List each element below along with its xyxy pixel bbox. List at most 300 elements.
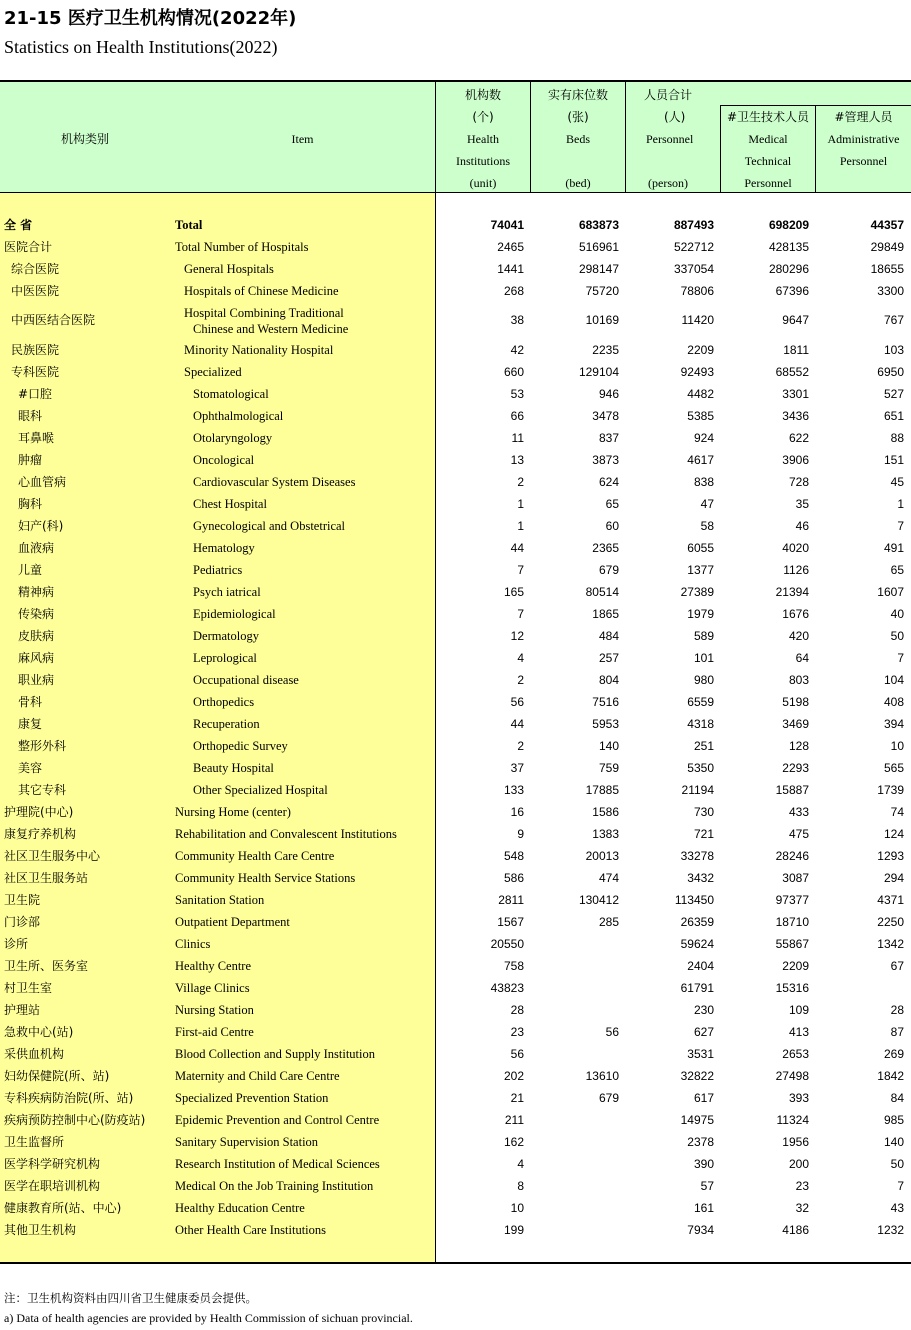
table-row (0, 581, 911, 603)
row-value: 44 (510, 541, 524, 555)
row-value: 1 (517, 497, 524, 511)
row-value: 74041 (490, 218, 524, 232)
row-value: 60 (605, 519, 619, 533)
row-value: 4482 (687, 387, 714, 401)
row-value: 924 (693, 431, 714, 445)
row-item-en: Rehabilitation and Convalescent Institutions (175, 827, 397, 841)
row-value: 43823 (490, 981, 524, 995)
table-row (0, 1219, 911, 1241)
row-item-en: Psych iatrical (193, 585, 261, 599)
row-value: 679 (598, 563, 619, 577)
table-row (0, 713, 911, 735)
header-item-en: Item (291, 132, 314, 146)
row-value: 1607 (877, 585, 904, 599)
row-value: 4186 (782, 1223, 809, 1237)
row-value: 803 (788, 673, 809, 687)
row-value: 33278 (680, 849, 714, 863)
table-row (0, 691, 911, 713)
row-item-en: Occupational disease (193, 673, 299, 687)
row-item-en: Specialized Prevention Station (175, 1091, 329, 1105)
table-row (0, 280, 911, 302)
row-value: 624 (598, 475, 619, 489)
row-value: 6950 (877, 365, 904, 379)
table-row (0, 845, 911, 867)
row-value: 2 (517, 475, 524, 489)
row-value: 5385 (687, 409, 714, 423)
row-item-en: Chest Hospital (193, 497, 267, 511)
row-value: 80514 (585, 585, 619, 599)
row-value: 1 (517, 519, 524, 533)
row-value: 980 (693, 673, 714, 687)
row-value: 1979 (687, 607, 714, 621)
row-value: 18655 (870, 262, 904, 276)
row-value: 5953 (592, 717, 619, 731)
row-value: 728 (788, 475, 809, 489)
row-category-cn: 专科医院 (11, 365, 60, 379)
row-value: 2378 (687, 1135, 714, 1149)
row-value: 38 (510, 313, 524, 327)
table-row (0, 515, 911, 537)
table-row (0, 339, 911, 361)
row-value: 698209 (768, 218, 809, 232)
table-row (0, 1087, 911, 1109)
row-item-en: Dermatology (193, 629, 259, 643)
row-category-cn: 护理院(中心) (4, 805, 74, 819)
row-value: 42 (510, 343, 524, 357)
row-item-en: Blood Collection and Supply Institution (175, 1047, 375, 1061)
row-value: 3478 (592, 409, 619, 423)
row-value: 10 (510, 1201, 524, 1215)
row-item-en: Total Number of Hospitals (175, 240, 309, 254)
row-value: 88 (890, 431, 904, 445)
row-value: 3906 (782, 453, 809, 467)
row-category-cn: 中西医结合医院 (11, 313, 96, 327)
row-value: 4617 (687, 453, 714, 467)
row-value: 622 (788, 431, 809, 445)
row-value: 11 (511, 431, 524, 445)
row-item-en: Hospital Combining Traditional Chinese and Western Medicine (184, 306, 349, 336)
note-cn: 注：卫生机构资料由四川省卫生健康委员会提供。 (4, 1291, 257, 1305)
row-value: 651 (883, 409, 904, 423)
row-value: 3436 (782, 409, 809, 423)
row-category-cn: 麻风病 (18, 651, 55, 665)
row-value: 589 (693, 629, 714, 643)
row-value: 390 (693, 1157, 714, 1171)
table-row (0, 236, 911, 258)
row-category-cn: 卫生所、医务室 (4, 959, 89, 973)
table-row (0, 383, 911, 405)
row-category-cn: 骨科 (18, 695, 43, 709)
row-value: 1126 (783, 563, 809, 577)
row-value: 32 (795, 1201, 809, 1215)
row-value: 50 (890, 629, 904, 643)
row-value: 5350 (687, 761, 714, 775)
row-value: 617 (693, 1091, 714, 1105)
row-item-en: Specialized (184, 365, 242, 379)
row-item-en: Nursing Station (175, 1003, 254, 1017)
row-value: 1232 (877, 1223, 904, 1237)
row-value: 548 (503, 849, 524, 863)
row-category-cn: 医学在职培训机构 (4, 1179, 101, 1193)
row-value: 758 (503, 959, 524, 973)
row-category-cn: 血液病 (18, 541, 55, 555)
row-item-en: Medical On the Job Training Institution (175, 1179, 374, 1193)
header-personnel: 人员合计 (人) Personnel (person) (644, 88, 694, 190)
table-row (0, 647, 911, 669)
row-value: 759 (598, 761, 619, 775)
row-value: 103 (883, 343, 904, 357)
row-value: 268 (503, 284, 524, 298)
row-category-cn: 儿童 (18, 563, 43, 577)
table-row (0, 911, 911, 933)
row-value: 475 (788, 827, 809, 841)
row-category-cn: 传染病 (18, 607, 55, 621)
row-item-en: Other Health Care Institutions (175, 1223, 327, 1237)
row-value: 7 (897, 651, 904, 665)
row-category-cn: 其他卫生机构 (4, 1223, 77, 1237)
row-value: 2250 (877, 915, 904, 929)
row-category-cn: 整形外科 (18, 739, 67, 753)
row-value: 11324 (776, 1113, 809, 1127)
row-value: 12 (510, 629, 524, 643)
row-value: 257 (598, 651, 619, 665)
row-value: 130412 (578, 893, 619, 907)
table-row (0, 933, 911, 955)
row-item-en: Gynecological and Obstetrical (193, 519, 346, 533)
row-value: 40 (890, 607, 904, 621)
table-row (0, 757, 911, 779)
row-value: 1441 (497, 262, 524, 276)
row-value: 200 (788, 1157, 809, 1171)
row-value: 2209 (687, 343, 714, 357)
row-value: 7 (897, 519, 904, 533)
row-value: 3432 (687, 871, 714, 885)
row-item-en: Clinics (175, 937, 211, 951)
row-value: 1676 (782, 607, 809, 621)
table-row (0, 999, 911, 1021)
table-row (0, 537, 911, 559)
note-en: a) Data of health agencies are provided by Health Commission of sichuan provincial. (4, 1311, 413, 1325)
row-value: 4318 (687, 717, 714, 731)
row-value: 230 (693, 1003, 714, 1017)
row-value: 433 (788, 805, 809, 819)
row-category-cn: 急救中心(站) (4, 1025, 74, 1039)
table-row (0, 801, 911, 823)
row-category-cn: 医院合计 (4, 240, 53, 254)
row-item-en: Recuperation (193, 717, 260, 731)
row-category-cn: 社区卫生服务中心 (4, 849, 101, 863)
row-category-cn: 职业病 (18, 673, 55, 687)
row-category-cn: 民族医院 (11, 343, 60, 357)
row-value: 7 (517, 563, 524, 577)
table-row (0, 1109, 911, 1131)
row-item-en: Orthopedics (193, 695, 255, 709)
table-row (0, 889, 911, 911)
row-value: 393 (788, 1091, 809, 1105)
table-row (0, 669, 911, 691)
row-value: 35 (795, 497, 809, 511)
row-value: 985 (883, 1113, 904, 1127)
row-item-en: Outpatient Department (175, 915, 290, 929)
row-category-cn: 精神病 (18, 585, 55, 599)
row-value: 721 (693, 827, 714, 841)
row-value: 101 (693, 651, 714, 665)
row-item-en: First-aid Centre (175, 1025, 254, 1039)
row-value: 838 (693, 475, 714, 489)
table-row (0, 214, 911, 236)
row-value: 44357 (870, 218, 904, 232)
row-value: 65 (605, 497, 619, 511)
row-value: 660 (503, 365, 524, 379)
row-value: 74 (890, 805, 904, 819)
row-value: 10 (890, 739, 904, 753)
row-value: 337054 (673, 262, 714, 276)
row-item-en: Otolaryngology (193, 431, 273, 445)
row-value: 58 (700, 519, 714, 533)
row-value: 97377 (775, 893, 809, 907)
row-value: 15887 (775, 783, 809, 797)
row-value: 21394 (775, 585, 809, 599)
row-value: 211 (504, 1113, 524, 1127)
row-value: 15316 (775, 981, 809, 995)
row-value: 28 (890, 1003, 904, 1017)
table-row (0, 735, 911, 757)
row-value: 28246 (775, 849, 809, 863)
row-value: 1 (897, 497, 904, 511)
row-item-en: Ophthalmological (193, 409, 284, 423)
row-value: 294 (883, 871, 904, 885)
row-value: 3300 (877, 284, 904, 298)
row-category-cn: 医学科学研究机构 (4, 1157, 101, 1171)
row-value: 474 (598, 871, 619, 885)
header-beds: 实有床位数 (张) Beds (bed) (547, 88, 608, 190)
row-category-cn: 护理站 (4, 1003, 41, 1017)
table-row (0, 361, 911, 383)
row-category-cn: 皮肤病 (18, 629, 55, 643)
row-item-en: Beauty Hospital (193, 761, 274, 775)
row-value: 161 (693, 1201, 714, 1215)
row-value: 128 (788, 739, 809, 753)
table-row (0, 955, 911, 977)
table-row (0, 603, 911, 625)
row-value: 394 (883, 717, 904, 731)
row-value: 64 (795, 651, 809, 665)
row-value: 8 (517, 1179, 524, 1193)
row-value: 37 (510, 761, 524, 775)
row-value: 3301 (782, 387, 809, 401)
row-value: 946 (598, 387, 619, 401)
row-value: 1342 (877, 937, 904, 951)
row-value: 565 (883, 761, 904, 775)
row-item-en: Hematology (193, 541, 255, 555)
page-title-cn: 21-15 医疗卫生机构情况(2022年) (4, 8, 297, 29)
row-category-cn: 疾病预防控制中心(防疫站) (4, 1113, 146, 1127)
header-medical: #卫生技术人员 Medical Technical Personnel (726, 110, 810, 190)
row-value: 527 (883, 387, 904, 401)
row-value: 21 (510, 1091, 524, 1105)
row-value: 2 (517, 673, 524, 687)
row-value: 2465 (497, 240, 524, 254)
table-row (0, 302, 911, 339)
row-value: 491 (883, 541, 904, 555)
row-value: 47 (700, 497, 714, 511)
row-value: 75720 (585, 284, 619, 298)
row-category-cn: 耳鼻喉 (18, 431, 55, 445)
row-value: 3873 (592, 453, 619, 467)
row-value: 1739 (877, 783, 904, 797)
table-row (0, 1043, 911, 1065)
row-value: 2404 (687, 959, 714, 973)
row-value: 57 (700, 1179, 714, 1193)
row-value: 202 (503, 1069, 524, 1083)
row-category-cn: 门诊部 (4, 915, 41, 929)
row-value: 151 (883, 453, 904, 467)
row-category-cn: 采供血机构 (4, 1047, 65, 1061)
row-category-cn: 妇幼保健院(所、站) (4, 1069, 110, 1083)
row-value: 124 (883, 827, 904, 841)
row-value: 56 (510, 695, 524, 709)
row-item-en: Orthopedic Survey (193, 739, 288, 753)
row-value: 56 (510, 1047, 524, 1061)
row-value: 14975 (680, 1113, 714, 1127)
row-item-en: Sanitary Supervision Station (175, 1135, 319, 1149)
row-value: 285 (598, 915, 619, 929)
row-value: 43 (890, 1201, 904, 1215)
row-category-cn: 妇产(科) (18, 519, 64, 533)
row-item-en: Leprological (193, 651, 257, 665)
table-row (0, 1175, 911, 1197)
row-value: 20550 (490, 937, 524, 951)
row-value: 65 (890, 563, 904, 577)
row-value: 20013 (585, 849, 619, 863)
row-value: 9647 (782, 313, 809, 327)
row-value: 23 (510, 1025, 524, 1039)
row-value: 7 (517, 607, 524, 621)
row-value: 4 (517, 651, 524, 665)
row-value: 50 (890, 1157, 904, 1171)
row-item-en: Healthy Education Centre (175, 1201, 305, 1215)
row-category-cn: 全 省 (4, 218, 33, 232)
page-title-en: Statistics on Health Institutions(2022) (4, 37, 278, 57)
table-row (0, 405, 911, 427)
row-value: 21194 (681, 783, 714, 797)
row-value: 804 (598, 673, 619, 687)
table-row (0, 471, 911, 493)
row-category-cn: 心血管病 (18, 475, 67, 489)
row-value: 87 (890, 1025, 904, 1039)
row-value: 68552 (775, 365, 809, 379)
row-value: 10169 (585, 313, 619, 327)
row-value: 2209 (782, 959, 809, 973)
row-category-cn: 村卫生室 (4, 981, 53, 995)
row-value: 27498 (775, 1069, 809, 1083)
row-category-cn: #口腔 (18, 387, 53, 401)
row-value: 104 (883, 673, 904, 687)
row-category-cn: 康复疗养机构 (4, 827, 77, 841)
row-value: 1586 (592, 805, 619, 819)
header-institutions: 机构数 (个) Health Institutions (unit) (455, 88, 510, 190)
table-row (0, 1021, 911, 1043)
row-value: 32822 (680, 1069, 714, 1083)
row-value: 837 (598, 431, 619, 445)
row-value: 17885 (585, 783, 619, 797)
table-row (0, 977, 911, 999)
row-category-cn: 社区卫生服务站 (4, 871, 89, 885)
row-value: 11420 (681, 313, 714, 327)
row-value: 1865 (592, 607, 619, 621)
row-category-cn: 健康教育所(站、中心) (4, 1201, 122, 1215)
row-item-en: Pediatrics (193, 563, 243, 577)
row-category-cn: 胸科 (18, 497, 43, 511)
row-category-cn: 其它专科 (18, 783, 67, 797)
row-value: 6559 (687, 695, 714, 709)
row-item-en: General Hospitals (184, 262, 274, 276)
row-item-en: Healthy Centre (175, 959, 252, 973)
row-value: 59624 (680, 937, 714, 951)
row-value: 269 (883, 1047, 904, 1061)
row-value: 7934 (687, 1223, 714, 1237)
row-value: 2 (517, 739, 524, 753)
table-row (0, 823, 911, 845)
header-category-cn: 机构类别 (60, 132, 109, 146)
table-row (0, 1131, 911, 1153)
row-value: 1567 (497, 915, 524, 929)
row-value: 84 (890, 1091, 904, 1105)
table-row (0, 1065, 911, 1087)
row-item-en: Cardiovascular System Diseases (193, 475, 356, 489)
row-value: 113450 (674, 893, 714, 907)
row-value: 5198 (782, 695, 809, 709)
row-item-en: Community Health Service Stations (175, 871, 356, 885)
row-category-cn: 肿瘤 (18, 453, 43, 467)
row-value: 140 (883, 1135, 904, 1149)
row-value: 92493 (680, 365, 714, 379)
row-value: 67396 (775, 284, 809, 298)
row-item-en: Hospitals of Chinese Medicine (184, 284, 339, 298)
row-value: 23 (795, 1179, 809, 1193)
row-value: 13610 (585, 1069, 619, 1083)
table-row (0, 1153, 911, 1175)
table-row (0, 449, 911, 471)
row-value: 46 (795, 519, 809, 533)
row-value: 3531 (687, 1047, 714, 1061)
row-value: 2365 (592, 541, 619, 555)
row-value: 1811 (783, 343, 809, 357)
row-item-en: Epidemiological (193, 607, 276, 621)
row-value: 627 (693, 1025, 714, 1039)
table-row (0, 625, 911, 647)
row-category-cn: 中医医院 (11, 284, 60, 298)
row-category-cn: 综合医院 (11, 262, 60, 276)
row-item-en: Total (175, 218, 203, 232)
row-value: 408 (883, 695, 904, 709)
row-value: 683873 (578, 218, 619, 232)
row-value: 13 (510, 453, 524, 467)
row-value: 679 (598, 1091, 619, 1105)
row-category-cn: 康复 (18, 717, 43, 731)
row-value: 2293 (782, 761, 809, 775)
row-value: 16 (510, 805, 524, 819)
row-value: 165 (503, 585, 524, 599)
row-value: 140 (598, 739, 619, 753)
table-row (0, 493, 911, 515)
row-value: 7 (897, 1179, 904, 1193)
row-category-cn: 专科疾病防治院(所、站) (4, 1091, 134, 1105)
row-value: 9 (517, 827, 524, 841)
table-row (0, 1197, 911, 1219)
row-value: 55867 (775, 937, 809, 951)
row-value: 4 (517, 1157, 524, 1171)
